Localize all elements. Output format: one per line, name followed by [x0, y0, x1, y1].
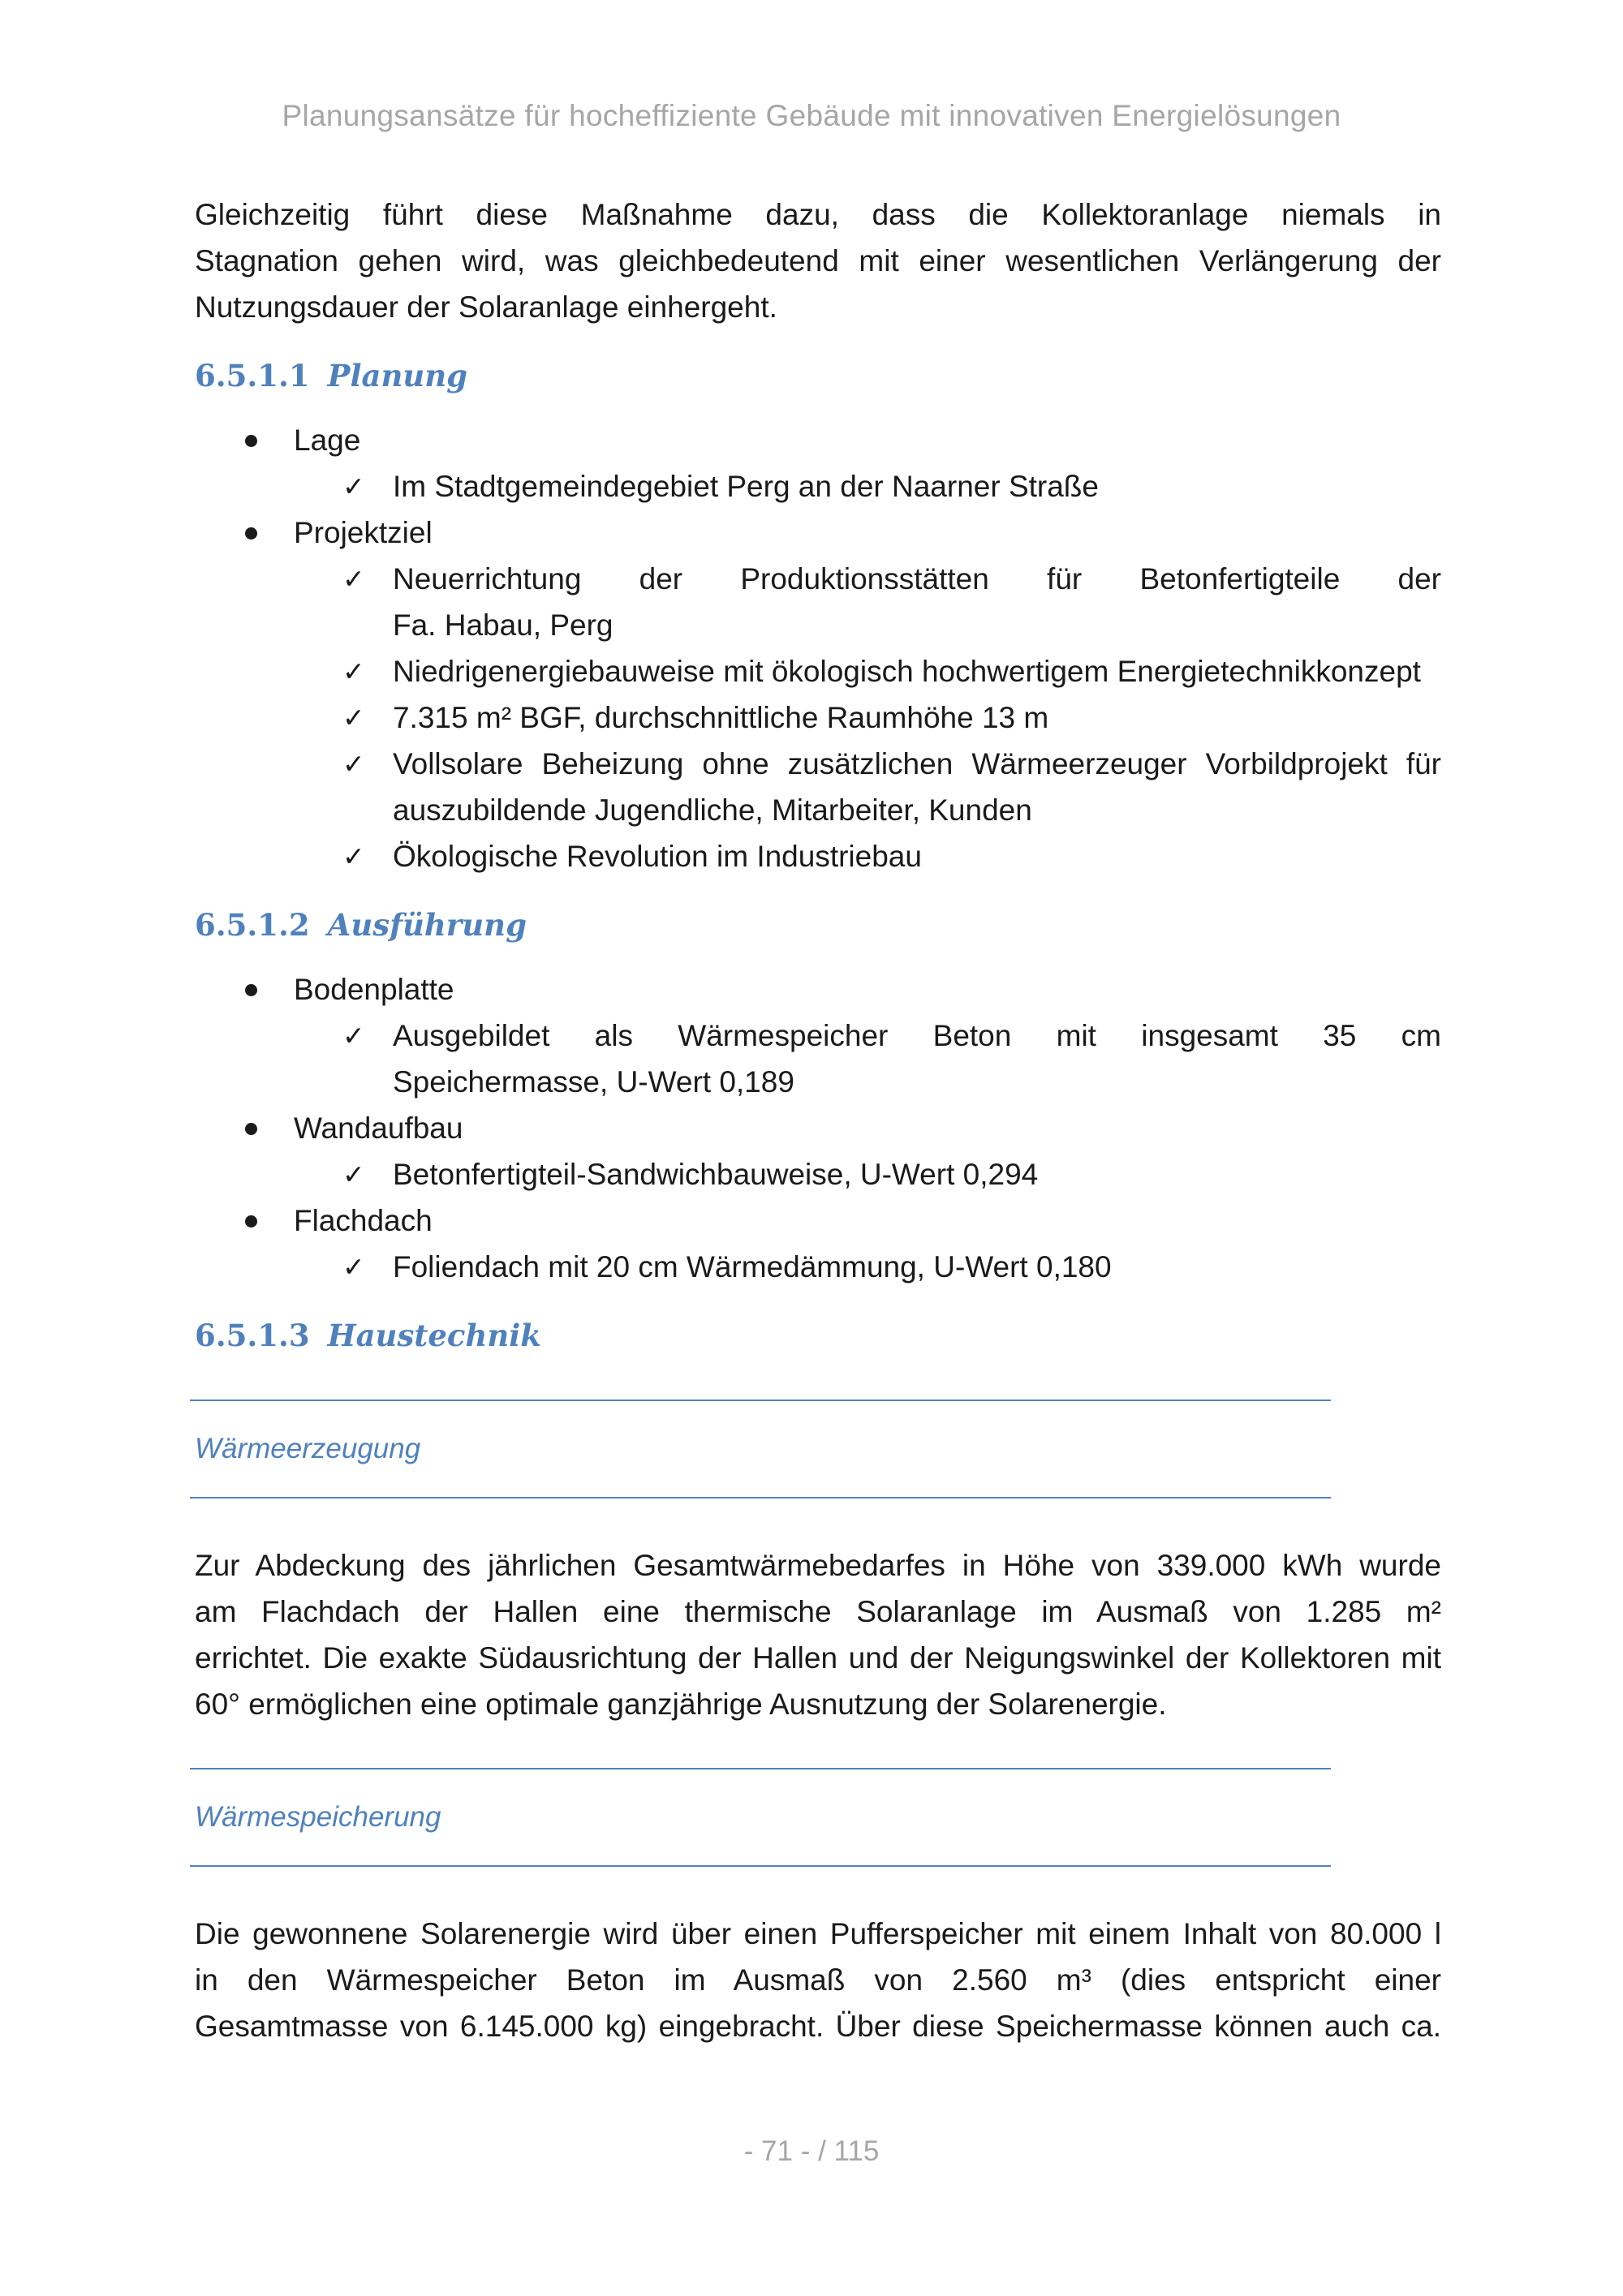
checkmark-icon: ✓ [342, 748, 365, 780]
paragraph-line: 60° ermöglichen eine optimale ganzjährige Ausnutzung der Solarenergie. [195, 1688, 1167, 1721]
sublist-item-text-continued: Speichermasse, U-Wert 0,189 [393, 1065, 794, 1099]
ausfuehrung-list [195, 966, 1441, 1290]
page-number: - 71 - / 115 [743, 2135, 880, 2167]
sublist [294, 556, 1441, 879]
list-item-label: Lage [294, 424, 361, 457]
heading-haustechnik [195, 1313, 1441, 1359]
sublist-item-text: Foliendach mit 20 cm Wärmedämmung, U-Wert 0,180 [393, 1250, 1112, 1283]
sublist-item [195, 648, 1441, 694]
heading-title: Haustechnik [327, 1318, 541, 1353]
sublist-item [195, 741, 1441, 833]
sublist-item [195, 1013, 1441, 1105]
sublist-item [195, 1244, 1441, 1290]
checkmark-icon: ✓ [342, 702, 365, 733]
sublist [294, 1013, 1441, 1105]
sublist-item-text: Vollsolare Beheizung ohne zusätzlichen Wärmeerzeuger Vorbildprojekt für [393, 747, 1441, 780]
checkmark-icon: ✓ [342, 841, 365, 872]
sublist-item-text: 7.315 m² BGF, durchschnittliche Raumhöhe 13 m [393, 701, 1049, 734]
list-item [195, 1197, 1441, 1290]
sublist-item [195, 694, 1441, 741]
list-item-label: Flachdach [294, 1204, 433, 1237]
checkmark-icon: ✓ [342, 1251, 365, 1283]
list-item-label: Projektziel [294, 516, 433, 549]
paragraph-waermespeicherung [195, 1911, 1441, 2049]
heading-title: Planung [327, 358, 468, 393]
sublist-item-text: Ökologische Revolution im Industriebau [393, 840, 922, 873]
checkmark-icon: ✓ [342, 1020, 365, 1051]
heading-number: 6.5.1.1 [195, 358, 310, 393]
intro-paragraph [195, 191, 1441, 330]
bullet-icon [245, 1123, 257, 1135]
sublist-item-text: Betonfertigteil-Sandwichbauweise, U-Wert 0,294 [393, 1158, 1039, 1191]
heading-title: Ausführung [327, 907, 527, 943]
sublist-item [195, 833, 1441, 879]
sublist-item-text: Neuerrichtung der Produktionsstätten für Betonfertigteile der [393, 562, 1441, 595]
paragraph-waermeerzeugung [195, 1542, 1441, 1727]
caption-waermespeicherung: Wärmespeicherung [195, 1801, 441, 1833]
sublist [294, 1151, 1441, 1197]
bullet-icon [245, 527, 257, 540]
heading-planung [195, 353, 1441, 399]
paragraph-line: errichtet. Die exakte Südausrichtung der Hallen und der Neigungswinkel der Kollektoren mit [195, 1641, 1441, 1675]
list-item [195, 1105, 1441, 1197]
bullet-icon [245, 435, 257, 447]
intro-line: Gleichzeitig führt diese Maßnahme dazu, dass die Kollektoranlage niemals in [195, 198, 1441, 231]
checkmark-icon: ✓ [342, 563, 365, 595]
checkmark-icon: ✓ [342, 471, 365, 502]
list-item-label: Wandaufbau [294, 1111, 463, 1145]
bullet-icon [245, 984, 257, 996]
list-item [195, 417, 1441, 510]
planung-list [195, 417, 1441, 879]
sublist-item [195, 556, 1441, 648]
paragraph-line: Zur Abdeckung des jährlichen Gesamtwärmebedarfes in Höhe von 339.000 kWh wurde [195, 1549, 1441, 1582]
paragraph-line: in den Wärmespeicher Beton im Ausmaß von 2.560 m³ (dies entspricht einer [195, 1963, 1441, 1997]
sublist-item-text: Im Stadtgemeindegebiet Perg an der Naarner Straße [393, 470, 1099, 503]
paragraph-line: Gesamtmasse von 6.145.000 kg) eingebracht. Über diese Speichermasse können auch ca. [195, 2010, 1441, 2043]
page-content [195, 191, 1441, 2049]
intro-line: Stagnation gehen wird, was gleichbedeutend mit einer wesentlichen Verlängerung der [195, 244, 1441, 277]
sublist-item [195, 1151, 1441, 1197]
heading-ausfuehrung [195, 902, 1441, 948]
checkmark-icon: ✓ [342, 656, 365, 687]
list-item [195, 510, 1441, 879]
sublist [294, 1244, 1441, 1290]
sublist-item-text-continued: Fa. Habau, Perg [393, 608, 613, 642]
sublist-item-text: Niedrigenergiebauweise mit ökologisch hochwertigem Energietechnikkonzept [393, 655, 1421, 688]
sublist [294, 463, 1441, 510]
list-item-label: Bodenplatte [294, 973, 454, 1006]
heading-number: 6.5.1.3 [195, 1318, 310, 1353]
caption-block-waermespeicherung [190, 1768, 1331, 1867]
sublist-item-text: Ausgebildet als Wärmespeicher Beton mit insgesamt 35 cm [393, 1019, 1441, 1052]
paragraph-line: Die gewonnene Solarenergie wird über einen Pufferspeicher mit einem Inhalt von 80.000 l [195, 1917, 1441, 1950]
sublist-item-text-continued: auszubildende Jugendliche, Mitarbeiter, Kunden [393, 793, 1032, 827]
running-header: Planungsansätze für hocheffiziente Gebäude mit innovativen Energielösungen [282, 99, 1341, 132]
sublist-item [195, 463, 1441, 510]
caption-block-waermeerzeugung [190, 1400, 1331, 1498]
list-item [195, 966, 1441, 1105]
heading-number: 6.5.1.2 [195, 907, 310, 943]
paragraph-line: am Flachdach der Hallen eine thermische Solaranlage im Ausmaß von 1.285 m² [195, 1595, 1441, 1628]
intro-line: Nutzungsdauer der Solaranlage einhergeht. [195, 290, 777, 324]
caption-waermeerzeugung: Wärmeerzeugung [195, 1433, 421, 1464]
bullet-icon [245, 1215, 257, 1228]
checkmark-icon: ✓ [342, 1159, 365, 1190]
